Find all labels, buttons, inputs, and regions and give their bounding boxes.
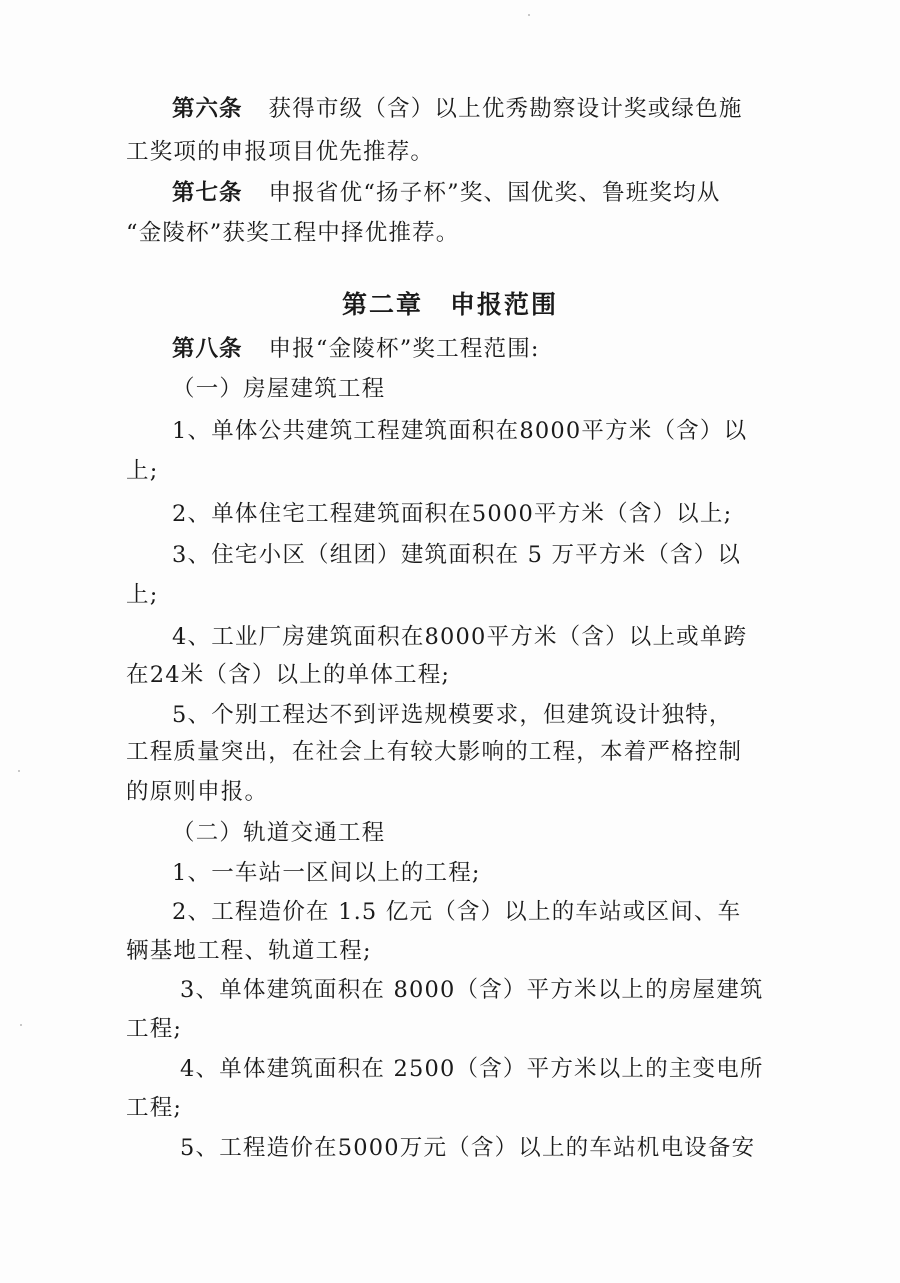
article-7-line-1 <box>172 178 832 208</box>
scan-speck <box>18 770 20 772</box>
s1-item-5-line-1: 5、个别工程达不到评选规模要求，但建筑设计独特， <box>172 702 733 728</box>
s1-item-3-line-1: 3、住宅小区（组团）建筑面积在 5 万平方米（含）以 <box>172 542 742 568</box>
article-7-line-2: “金陵杯”获奖工程中择优推荐。 <box>126 220 460 246</box>
article-8-label: 第八条 <box>172 336 243 362</box>
s2-item-5-line-1: 5、工程造价在5000万元（含）以上的车站机电设备安 <box>180 1135 756 1161</box>
s2-item-2-line-2: 辆基地工程、轨道工程; <box>126 938 372 964</box>
s2-item-3-line-1: 3、单体建筑面积在 8000（含）平方米以上的房屋建筑 <box>180 977 764 1003</box>
article-8-text: 申报“金陵杯”奖工程范围: <box>268 336 540 362</box>
s1-item-3-line-2: 上; <box>126 582 159 608</box>
s2-item-3-line-2: 工程; <box>126 1016 183 1042</box>
scan-speck <box>20 1024 22 1026</box>
article-7-label: 第七条 <box>172 180 243 206</box>
article-6-line-1 <box>172 94 832 124</box>
article-6-text-1: 获得市级（含）以上优秀勘察设计奖或绿色施 <box>268 96 743 122</box>
s1-item-5-line-2: 工程质量突出，在社会上有较大影响的工程，本着严格控制 <box>126 739 743 765</box>
s2-item-2-line-1: 2、工程造价在 1.5 亿元（含）以上的车站或区间、车 <box>172 899 742 925</box>
s1-item-4-line-2: 在24米（含）以上的单体工程; <box>126 662 451 688</box>
chapter-2-heading: 第二章 申报范围 <box>341 290 558 319</box>
article-7-text-1: 申报省优“扬子杯”奖、国优奖、鲁班奖均从 <box>268 180 721 206</box>
s1-item-5-line-3: 的原则申报。 <box>126 779 269 805</box>
s1-item-1-line-2: 上; <box>126 458 159 484</box>
article-6-line-2: 工奖项的申报项目优先推荐。 <box>126 139 435 165</box>
article-8-line <box>172 334 832 364</box>
s1-item-2-line-1: 2、单体住宅工程建筑面积在5000平方米（含）以上; <box>172 501 733 527</box>
s2-item-1-line-1: 1、一车站一区间以上的工程; <box>172 860 481 886</box>
s1-item-4-line-1: 4、工业厂房建筑面积在8000平方米（含）以上或单跨 <box>172 624 748 650</box>
s2-item-4-line-1: 4、单体建筑面积在 2500（含）平方米以上的主变电所 <box>180 1056 764 1082</box>
section-1-title: （一）房屋建筑工程 <box>172 376 386 402</box>
scan-speck <box>528 14 530 16</box>
section-2-title: （二）轨道交通工程 <box>172 820 386 846</box>
s1-item-1-line-1: 1、单体公共建筑工程建筑面积在8000平方米（含）以 <box>172 418 748 444</box>
article-6-label: 第六条 <box>172 96 243 122</box>
s2-item-4-line-2: 工程; <box>126 1095 183 1121</box>
